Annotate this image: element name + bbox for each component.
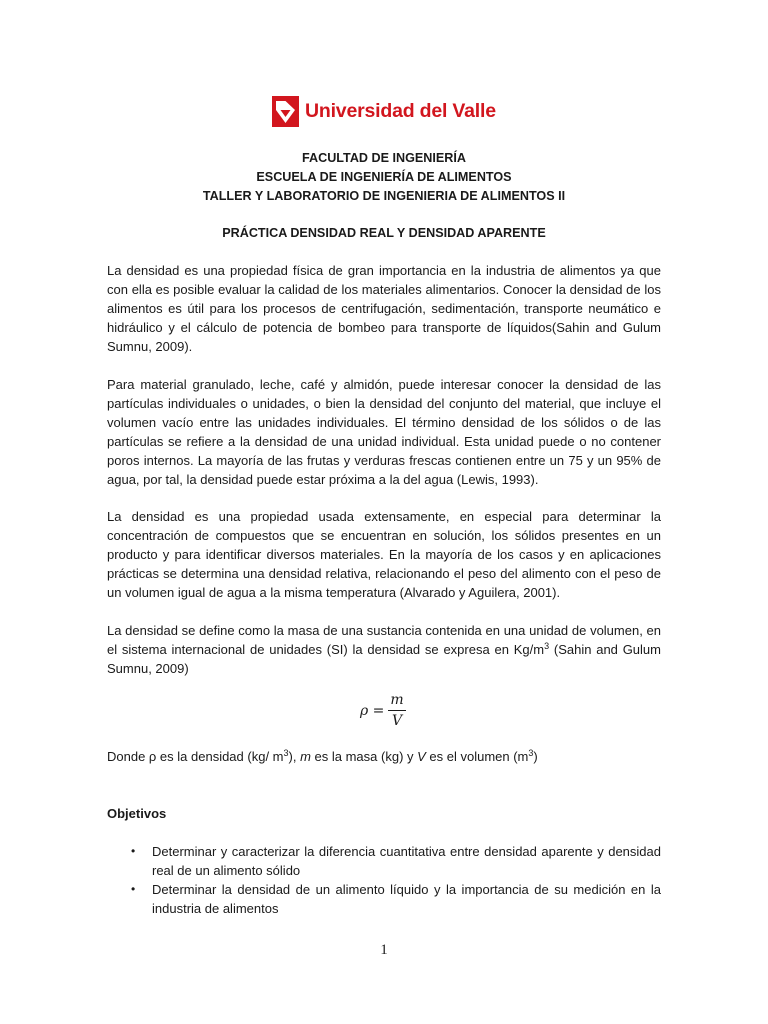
donde-text-5: ) xyxy=(533,749,538,764)
objective-text-2: Determinar la densidad de un alimento líquido y la importancia de su medición en la industria de alimentos xyxy=(152,882,661,916)
document-header xyxy=(107,149,661,206)
paragraph-definition xyxy=(107,621,661,678)
donde-volume-symbol: V xyxy=(417,749,426,764)
paragraph-granular-material: Para material granulado, leche, café y almidón, puede interesar conocer la densidad de las partículas individuales o unidades, o bien la densidad del conjunto del material, que incluye el volumen vacío entre las unidades individuales. El término densidad de los sólidos o de las partículas se refiere a la densidad de una unidad individual. Esta unidad puede o no contener poros internos. La mayoría de las frutas y verduras frescas contienen entre un 75 y un 95% de agua, por tal, la densidad puede estar próxima a la del agua (Lewis, 1993). xyxy=(107,377,661,487)
page-number: 1 xyxy=(380,942,388,958)
objectives-list xyxy=(128,842,661,918)
header-course: TALLER Y LABORATORIO DE INGENIERIA DE ALIMENTOS II xyxy=(202,189,566,203)
list-item xyxy=(128,842,661,880)
formula-numerator: m xyxy=(388,692,405,711)
list-item xyxy=(128,880,661,918)
objective-text-1: Determinar y caracterizar la diferencia cuantitativa entre densidad aparente y densidad real de un alimento sólido xyxy=(152,844,661,878)
university-shield-icon xyxy=(272,96,299,127)
definition-text: La densidad se define como la masa de una sustancia contenida en una unidad de volumen, en el sistema internacional de unidades (SI) la densidad se expresa en Kg/m xyxy=(107,623,661,657)
donde-text-3: es la masa (kg) y xyxy=(310,749,418,764)
formula-explanation xyxy=(107,747,538,766)
density-formula xyxy=(360,689,406,733)
definition-superscript: 3 xyxy=(544,641,550,651)
university-logo xyxy=(272,94,496,128)
donde-text-2: ), xyxy=(288,749,301,764)
donde-sup-1: 3 xyxy=(283,748,289,758)
practice-title: PRÁCTICA DENSIDAD REAL Y DENSIDAD APARENTE xyxy=(222,226,546,240)
objectives-heading: Objetivos xyxy=(107,806,167,821)
donde-mass-symbol: m xyxy=(300,749,311,764)
donde-text-1: Donde ρ es la densidad (kg/ m xyxy=(107,749,284,764)
university-name: Universidad del Valle xyxy=(305,99,496,122)
header-faculty: FACULTAD DE INGENIERÍA xyxy=(302,151,466,165)
header-school: ESCUELA DE INGENIERÍA DE ALIMENTOS xyxy=(256,170,512,184)
paragraph-relative-density: La densidad es una propiedad usada extensamente, en especial para determinar la concentración de compuestos que se encuentran en solución, los sólidos presentes en un producto y para identificar diversos materiales. En la mayoría de los casos y en aplicaciones prácticas se determina una densidad relativa, relacionando el peso del alimento con el peso de un volumen igual de agua a la misma temperatura (Alvarado y Aguilera, 2001). xyxy=(107,509,661,600)
paragraph-intro: La densidad es una propiedad física de gran importancia en la industria de alimentos ya que con ella es posible evaluar la calidad de los materiales alimentarios. Conocer la densidad de los alimentos es útil para los procesos de centrifugación, sedimentación, transporte neumático e hidráulico y el cálculo de potencia de bombeo para transporte de líquidos(Sahin and Gulum Sumnu, 2009). xyxy=(107,263,661,354)
bullet-icon: • xyxy=(131,882,136,896)
definition-citation: (Sahin and Gulum Sumnu, 2009) xyxy=(107,642,661,676)
formula-denominator: V xyxy=(392,713,403,729)
donde-text-4: es el volumen (m xyxy=(425,749,529,764)
bullet-icon: • xyxy=(131,844,136,858)
donde-sup-2: 3 xyxy=(528,748,534,758)
formula-fraction xyxy=(388,692,405,730)
formula-lhs: ρ = xyxy=(360,703,385,719)
